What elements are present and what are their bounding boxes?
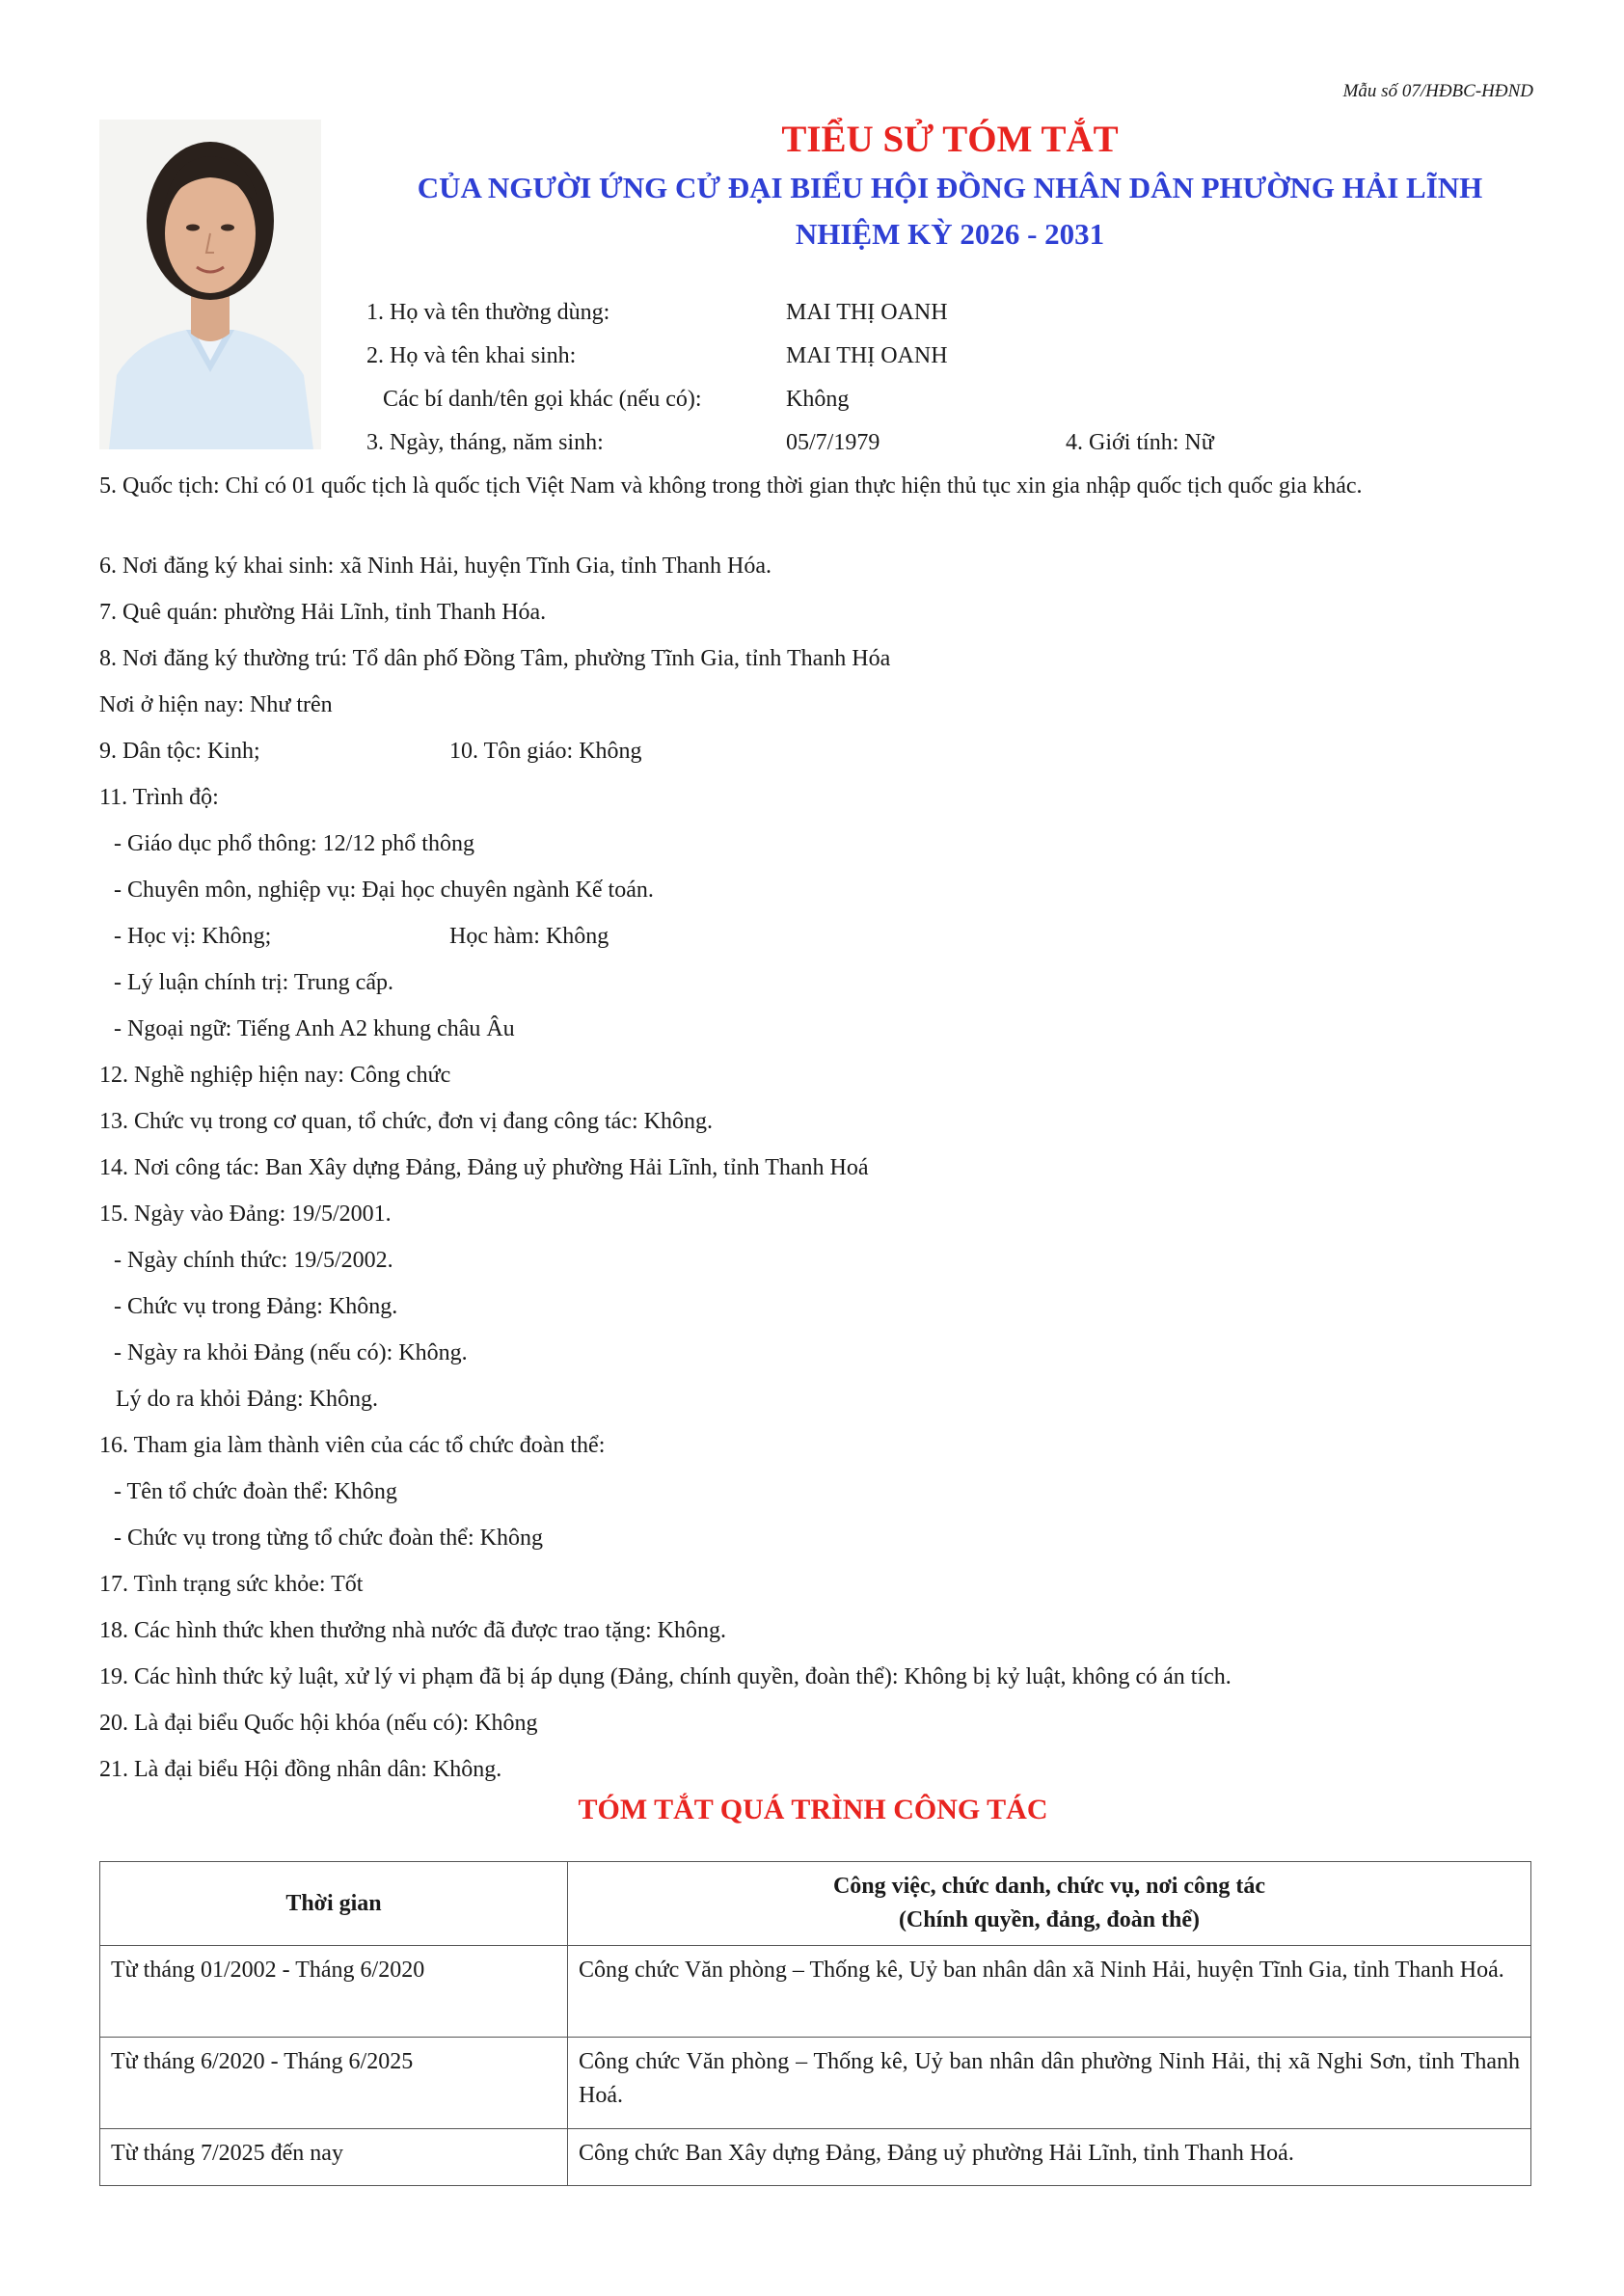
document-title: TIỂU SỬ TÓM TẮT (781, 119, 1119, 160)
field-alias-value: Không (786, 387, 850, 412)
line-peoples-council: 21. Là đại biểu Hội đồng nhân dân: Không. (99, 1757, 502, 1782)
header-job (568, 1862, 1531, 1946)
line-party-official-date: - Ngày chính thức: 19/5/2002. (114, 1248, 393, 1273)
field-birth-name-label: 2. Họ và tên khai sinh: (366, 343, 577, 368)
line-party-position: - Chức vụ trong Đảng: Không. (114, 1294, 398, 1319)
row-time: Từ tháng 6/2020 - Tháng 6/2025 (100, 2038, 568, 2129)
header-job-line1: Công việc, chức danh, chức vụ, nơi công tác (832, 1874, 1266, 1899)
line-organization-name: - Tên tổ chức đoàn thể: Không (114, 1479, 397, 1504)
line-health: 17. Tình trạng sức khỏe: Tốt (99, 1572, 364, 1597)
line-nationality: 5. Quốc tịch: Chỉ có 01 quốc tịch là quốc tịch Việt Nam và không trong thời gian thực hiện thủ tục xin gia nhập quốc tịch quốc gia khác. (99, 473, 1363, 499)
line-occupation: 12. Nghề nghiệp hiện nay: Công chức (99, 1063, 451, 1088)
line-ethnicity: 9. Dân tộc: Kinh; (99, 739, 260, 764)
row-job: Công chức Ban Xây dựng Đảng, Đảng uỷ phường Hải Lĩnh, tỉnh Thanh Hoá. (568, 2129, 1531, 2186)
line-birth-registration: 6. Nơi đăng ký khai sinh: xã Ninh Hải, huyện Tĩnh Gia, tỉnh Thanh Hóa. (99, 554, 772, 579)
title-block (357, 116, 1543, 257)
row-time: Từ tháng 01/2002 - Tháng 6/2020 (100, 1946, 568, 2038)
line-academic-title: Học hàm: Không (449, 924, 609, 949)
field-gender: 4. Giới tính: Nữ (1066, 430, 1214, 455)
line-party-leave-date: - Ngày ra khỏi Đảng (nếu có): Không. (114, 1340, 468, 1365)
line-position: 13. Chức vụ trong cơ quan, tổ chức, đơn vị đang công tác: Không. (99, 1109, 713, 1134)
field-common-name-label: 1. Họ và tên thường dùng: (366, 300, 610, 325)
document-subtitle: CỦA NGƯỜI ỨNG CỬ ĐẠI BIỂU HỘI ĐỒNG NHÂN DÂN PHƯỜNG HẢI LĨNH (417, 171, 1483, 204)
line-foreign-language: - Ngoại ngữ: Tiếng Anh A2 khung châu Âu (114, 1016, 515, 1041)
line-national-assembly: 20. Là đại biểu Quốc hội khóa (nếu có): Không (99, 1711, 538, 1736)
field-common-name-value: MAI THỊ OANH (786, 300, 948, 325)
table-row (100, 2038, 1531, 2129)
table-header-row (100, 1862, 1531, 1946)
table-row (100, 2129, 1531, 2186)
field-alias-label: Các bí danh/tên gọi khác (nếu có): (383, 387, 702, 412)
line-awards: 18. Các hình thức khen thưởng nhà nước đã được trao tặng: Không. (99, 1618, 726, 1643)
line-party-leave-reason: Lý do ra khỏi Đảng: Không. (116, 1387, 378, 1412)
row-job: Công chức Văn phòng – Thống kê, Uỷ ban nhân dân xã Ninh Hải, huyện Tĩnh Gia, tỉnh Thanh Hoá. (568, 1946, 1531, 2038)
form-code: Mẫu số 07/HĐBC-HĐND (1342, 81, 1533, 101)
line-hometown: 7. Quê quán: phường Hải Lĩnh, tỉnh Thanh Hóa. (99, 600, 547, 625)
candidate-photo (99, 120, 321, 449)
field-dob-value: 05/7/1979 (786, 430, 880, 455)
header-time: Thời gian (100, 1862, 568, 1946)
line-organizations: 16. Tham gia làm thành viên của các tổ chức đoàn thể: (99, 1433, 606, 1458)
line-degree: - Học vị: Không; (114, 924, 272, 949)
line-discipline: 19. Các hình thức kỷ luật, xử lý vi phạm đã bị áp dụng (Đảng, chính quyền, đoàn thể): Không bị kỷ luật, không có án tích. (99, 1664, 1232, 1689)
line-permanent-residence: 8. Nơi đăng ký thường trú: Tổ dân phố Đồng Tâm, phường Tĩnh Gia, tỉnh Thanh Hóa (99, 646, 891, 671)
line-general-education: - Giáo dục phổ thông: 12/12 phổ thông (114, 831, 474, 856)
header-job-line2: (Chính quyền, đảng, đoàn thể) (898, 1907, 1201, 1932)
line-political-theory: - Lý luận chính trị: Trung cấp. (114, 970, 393, 995)
line-current-residence: Nơi ở hiện nay: Như trên (99, 692, 333, 717)
field-dob-label: 3. Ngày, tháng, năm sinh: (366, 430, 604, 455)
work-history-title: TÓM TẮT QUÁ TRÌNH CÔNG TÁC (578, 1794, 1048, 1825)
document-term: NHIỆM KỲ 2026 - 2031 (795, 217, 1105, 251)
line-professional: - Chuyên môn, nghiệp vụ: Đại học chuyên ngành Kế toán. (114, 878, 654, 903)
line-workplace: 14. Nơi công tác: Ban Xây dựng Đảng, Đảng uỷ phường Hải Lĩnh, tỉnh Thanh Hoá (99, 1155, 869, 1180)
row-job: Công chức Văn phòng – Thống kê, Uỷ ban nhân dân phường Ninh Hải, thị xã Nghi Sơn, tỉnh Thanh Hoá. (568, 2038, 1531, 2129)
line-education-heading: 11. Trình độ: (99, 785, 219, 810)
field-birth-name-value: MAI THỊ OANH (786, 343, 948, 368)
line-religion: 10. Tôn giáo: Không (449, 739, 642, 764)
line-organization-position: - Chức vụ trong từng tổ chức đoàn thể: Không (114, 1526, 543, 1551)
portrait-image (99, 120, 321, 449)
work-history-table (99, 1861, 1531, 2186)
row-time: Từ tháng 7/2025 đến nay (100, 2129, 568, 2186)
table-row (100, 1946, 1531, 2038)
line-party-join-date: 15. Ngày vào Đảng: 19/5/2001. (99, 1202, 392, 1227)
